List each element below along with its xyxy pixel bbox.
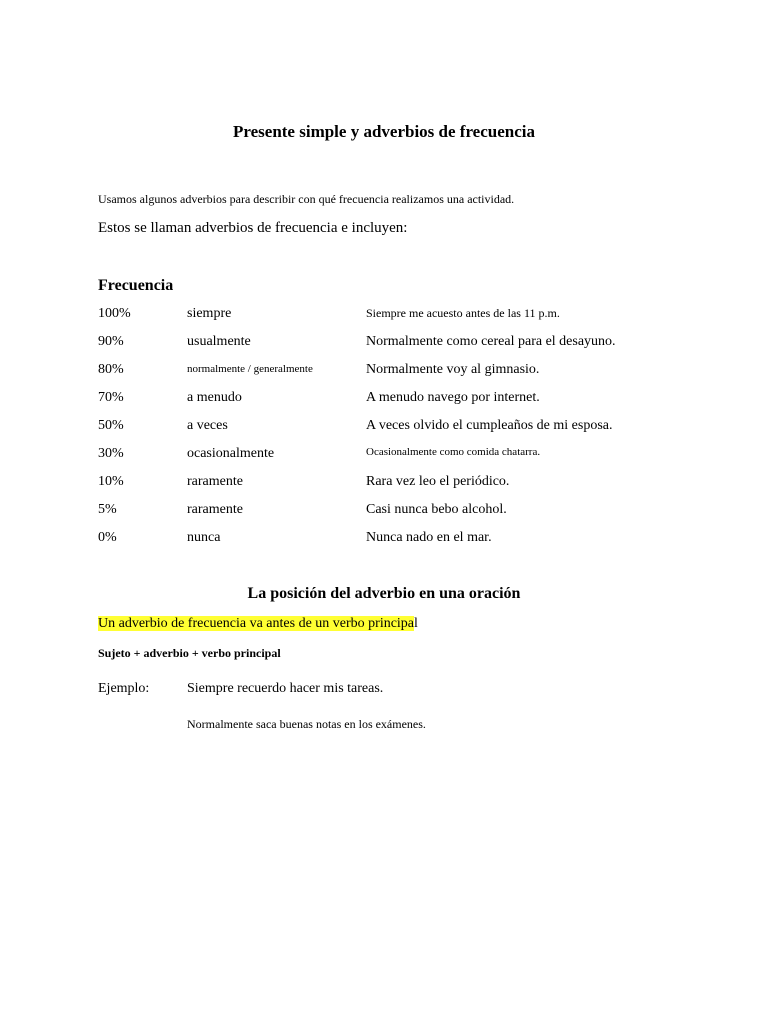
example-sentence: Siempre recuerdo hacer mis tareas. bbox=[187, 681, 384, 696]
table-row bbox=[0, 446, 768, 468]
percent-cell: 30% bbox=[98, 446, 124, 461]
example-cell: Normalmente voy al gimnasio. bbox=[366, 362, 540, 377]
table-row bbox=[0, 418, 768, 440]
percent-cell: 100% bbox=[98, 306, 131, 321]
example-cell: Siempre me acuesto antes de las 11 p.m. bbox=[366, 306, 560, 320]
intro-continuation: Estos se llaman adverbios de frecuencia e incluyen: bbox=[98, 220, 408, 236]
adverb-cell: raramente bbox=[187, 474, 243, 489]
rule-tail: l bbox=[414, 616, 418, 631]
adverb-cell: raramente bbox=[187, 502, 243, 517]
example-cell: Normalmente como cereal para el desayuno. bbox=[366, 334, 616, 349]
percent-cell: 10% bbox=[98, 474, 124, 489]
position-heading: La posición del adverbio en una oración bbox=[247, 585, 521, 602]
table-row bbox=[0, 530, 768, 552]
table-row bbox=[0, 390, 768, 412]
formula-line: Sujeto + adverbio + verbo principal bbox=[98, 646, 281, 660]
percent-cell: 0% bbox=[98, 530, 117, 545]
example-cell: Ocasionalmente como comida chatarra. bbox=[366, 446, 541, 458]
adverb-cell: ocasionalmente bbox=[187, 446, 275, 461]
table-row bbox=[0, 474, 768, 496]
table-row bbox=[0, 502, 768, 524]
frequency-heading: Frecuencia bbox=[98, 277, 174, 294]
example-cell: Nunca nado en el mar. bbox=[366, 530, 492, 545]
percent-cell: 80% bbox=[98, 362, 124, 377]
rule-sentence bbox=[98, 616, 418, 632]
percent-cell: 90% bbox=[98, 334, 124, 349]
example-cell: A veces olvido el cumpleaños de mi esposa. bbox=[366, 418, 613, 433]
table-row bbox=[0, 334, 768, 356]
adverb-cell: a veces bbox=[187, 418, 228, 433]
adverb-cell: siempre bbox=[187, 306, 232, 321]
percent-cell: 50% bbox=[98, 418, 124, 433]
adverb-cell: nunca bbox=[187, 530, 221, 545]
example-sentence: Normalmente saca buenas notas en los exámenes. bbox=[187, 717, 426, 731]
percent-cell: 5% bbox=[98, 502, 117, 517]
example-label: Ejemplo: bbox=[98, 681, 150, 696]
table-row bbox=[0, 306, 768, 328]
highlighted-text: Un adverbio de frecuencia va antes de un verbo principa bbox=[98, 616, 415, 631]
adverb-cell: usualmente bbox=[187, 334, 251, 349]
intro-sentence: Usamos algunos adverbios para describir con qué frecuencia realizamos una actividad. bbox=[98, 192, 515, 206]
example-cell: Casi nunca bebo alcohol. bbox=[366, 502, 507, 517]
example-cell: A menudo navego por internet. bbox=[366, 390, 540, 405]
document-title: Presente simple y adverbios de frecuencia bbox=[232, 122, 535, 141]
table-row bbox=[0, 362, 768, 384]
adverb-cell: normalmente / generalmente bbox=[187, 363, 313, 375]
example-cell: Rara vez leo el periódico. bbox=[366, 474, 510, 489]
percent-cell: 70% bbox=[98, 390, 124, 405]
adverb-cell: a menudo bbox=[187, 390, 242, 405]
